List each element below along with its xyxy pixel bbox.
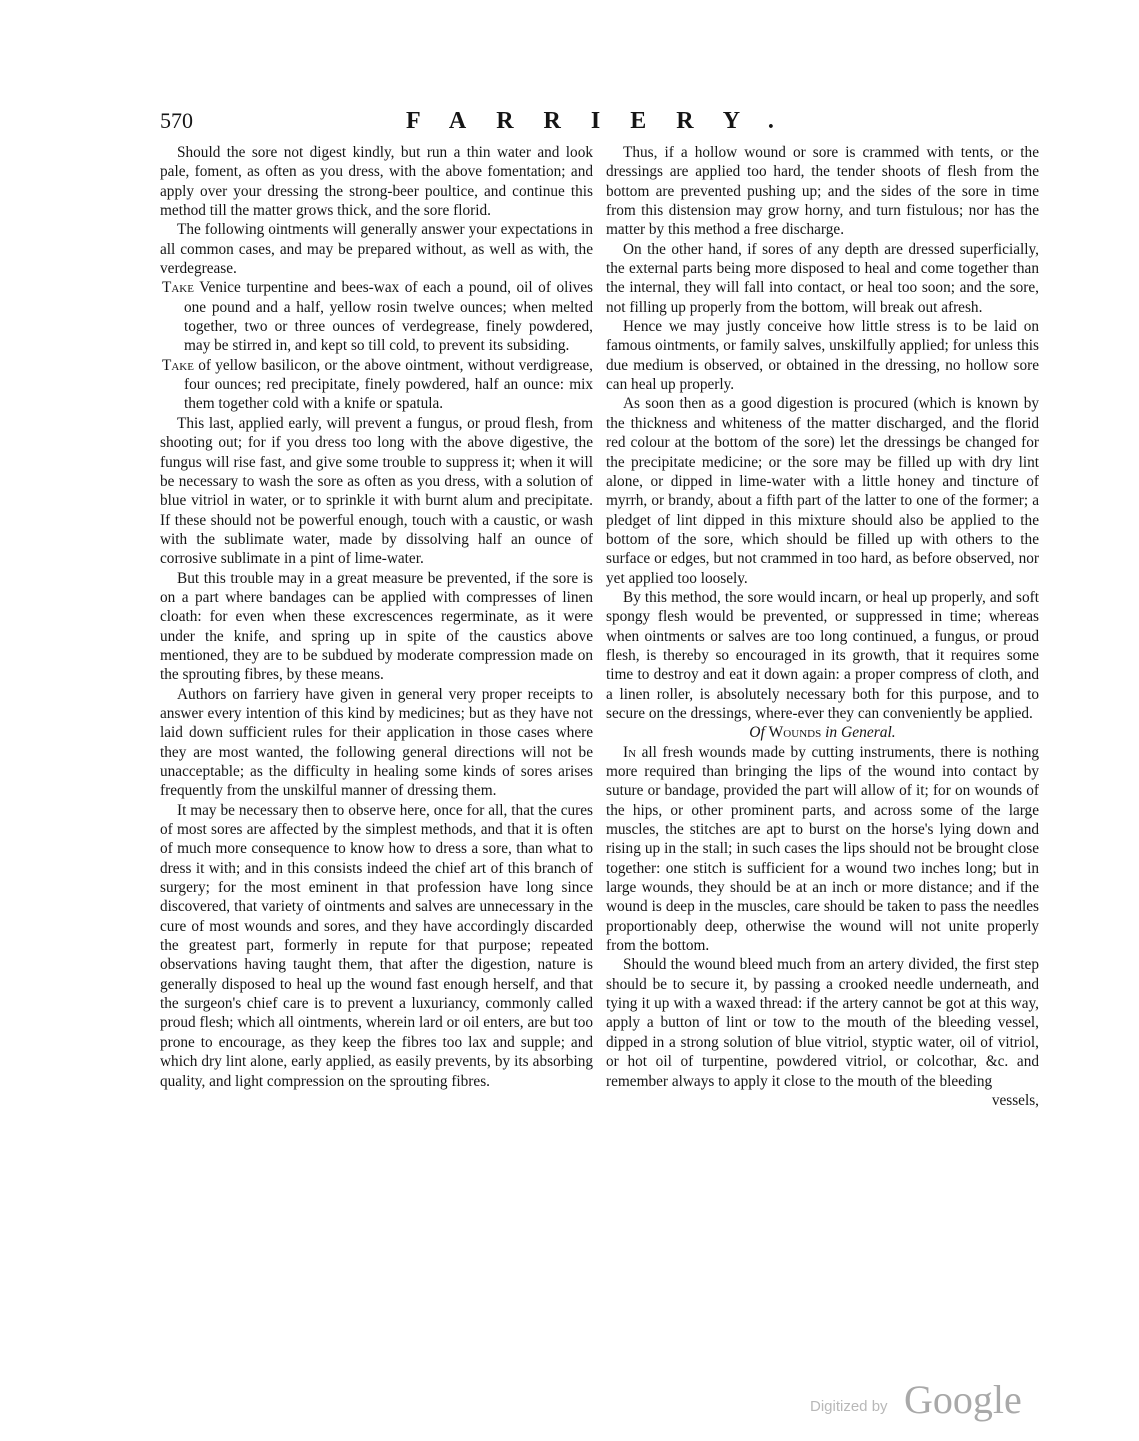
google-logo: Google xyxy=(904,1377,1022,1422)
page-header xyxy=(160,108,1040,138)
paragraph xyxy=(606,743,1039,956)
paragraph: Hence we may justly conceive how little stress is to be laid on famous ointments, or family salves, unskilfully applied; for unless this due medium is observed, or obtained in the dressing, no hollow sore can heal up properly. xyxy=(606,318,1039,394)
recipe-paragraph xyxy=(162,278,593,355)
watermark-text: Digitized by xyxy=(810,1398,888,1415)
catchword: vessels, xyxy=(991,1091,1039,1109)
paragraph: Authors on farriery have given in general very proper receipts to answer every intention of this kind by medicines; but as they have not laid down sufficient rules for their application in those cases where they are most wanted, the following general directions will not be unacceptable; as the difficulty in healing some kinds of sores arises frequently from the unskilful manner of dressing them. xyxy=(160,685,593,800)
page-number: 570 xyxy=(160,108,193,133)
recipe-lead-word: Take xyxy=(162,356,194,374)
recipe-text: of yellow basilicon, or the above ointment, without verdigrease, four ounces; red precipitate, finely powdered, half an ounce: mix them together cold with a knife or spatula. xyxy=(184,356,593,413)
recipe-lead-word: Take xyxy=(162,279,194,297)
paragraph: The following ointments will generally answer your expectations in all common cases, and may be prepared without, as well as with, the verdegrease. xyxy=(160,221,593,278)
recipe-text: Venice turpentine and bees-wax of each a pound, oil of olives one pound and a half, yellow rosin twelve ounces; when melted together, two or three ounces of verdegrease, finely powdered, may be stirred in, and kept so till cold, to prevent its subsiding. xyxy=(184,279,593,355)
heading-of: Of xyxy=(749,724,765,742)
digitized-watermark xyxy=(810,1376,1040,1426)
paragraph: It may be necessary then to observe here, once for all, that the cures of most sores are affected by the simplest methods, and that it is often of much more consequence to know how to dress a sore, than what to dress it with; and in this consists indeed the chief art of this branch of surgery; for the most eminent in that profession have long since discovered, that variety of ointments and salves are unnecessary in the cure of most wounds and sores, and they have accordingly discarded the greatest part, formerly in repute for that purpose; repeated observations having taught them, that after the digestion, nature is generally disposed to heal up the wound fast enough herself, and that the surgeon's chief care is to prevent a luxuriancy, commonly called proud flesh; which all ointments, wherein lard or oil enters, are but too prone to encourage, as they keep the fibres too lax and supple; and which dry lint alone, early applied, as easily prevents, by its absorbing quality, and light compression on the sprouting fibres. xyxy=(160,801,593,1090)
heading-wounds: Wounds xyxy=(768,724,822,742)
paragraph-text: all fresh wounds made by cutting instruments, there is nothing more required than bringing the lips of the wound into contact by suture or bandage, provided the part will allow of it; for on wounds of the hips, or other prominent parts, and across some of the large muscles, the stitches are apt to burst on the horse's lying down and rising up in the stall; in such cases the lips should not be brought close together: one stitch is sufficient for a wound two inches long; but in large wounds, they should be at an inch or more distance; and if the wound is deep in the muscles, care should be taken to pass the needles proportionably deep, otherwise the wound will not unite properly from the bottom. xyxy=(606,743,1039,955)
paragraph: Should the wound bleed much from an artery divided, the first step should be to secure it, by passing a crooked needle underneath, and tying it up with a waxed thread: if the artery cannot be got at this way, apply a button of lint or tow to the mouth of the bleeding vessel, dipped in a strong solution of blue vitriol, styptic water, oil of vitriol, or hot oil of turpentine, powdered vitriol, or colcothar, &c. and remember always to apply it close to the mouth of the bleeding xyxy=(606,956,1039,1090)
paragraph: As soon then as a good digestion is procured (which is known by the thickness and whiteness of the matter discharged, and the florid red colour at the bottom of the sore) let the dressings be changed for the precipitate medicine; or the sore may be filled up with dry lint alone, or dipped in lime-water with a little honey and tincture of myrrh, or brandy, about a fifth part of the latter to one of the former; a pledget of lint dipped in this mixture should also be applied to the bottom of the sore, which should be filled up with others to the surface or edges, but not crammed in too hard, as before observed, nor yet applied too loosely. xyxy=(606,395,1039,587)
recipe-paragraph xyxy=(162,356,593,414)
paragraph: Should the sore not digest kindly, but run a thin water and look pale, foment, as often as you dress, with the above fomentation; and apply over your dressing the strong-beer poultice, and continue this method till the matter grows thick, and the sore florid. xyxy=(160,144,593,220)
running-title: FARRIERY. xyxy=(406,108,804,134)
paragraph: This last, applied early, will prevent a fungus, or proud flesh, from shooting out; for if you dress too long with the above digestive, the fungus will rise fast, and give some trouble to suppress it; when it will be necessary to wash the sore as often as you dress, with a solution of blue vitriol in water, or to sprinkle it with burnt alum and precipitate. If these should not be powerful enough, touch with a caustic, or wash with the sublimate water, made by dissolving half an ounce of corrosive sublimate in a pint of lime-water. xyxy=(160,414,593,568)
paragraph: On the other hand, if sores of any depth are dressed superficially, the external parts being more disposed to heal and come together than the internal, they will fall into contact, or heal too soon; and the sore, not filling up properly from the bottom, will break out afresh. xyxy=(606,240,1039,316)
paragraph: By this method, the sore would incarn, or heal up properly, and soft spongy flesh would be prevented, or suppressed in time; whereas when ointments or salves are too long continued, a fungus, or proud flesh, is thereby so encouraged in its growth, that it requires some time to destroy and eat it down again: a proper compress of cloth, and a linen roller, is absolutely necessary both for this purpose, and to secure on the dressings, where-ever they can conveniently be applied. xyxy=(606,588,1039,722)
heading-general: in General. xyxy=(821,724,896,742)
paragraph: But this trouble may in a great measure be prevented, if the sore is on a part where bandages can be applied with compresses of linen cloath: for even when these excrescences regerminate, as it were under the knife, and spring up in spite of the caustics above mentioned, they are to be subdued by moderate compression made on the sprouting fibres, by these means. xyxy=(160,569,593,684)
section-heading xyxy=(606,723,1039,742)
paragraph: Thus, if a hollow wound or sore is crammed with tents, or the dressings are applied too hard, the tender shoots of flesh from the bottom are prevented pushing up; and the sides of the sore in time from this distension may grow horny, and turn fistulous; nor has the matter by this method a free discharge. xyxy=(606,144,1039,239)
right-column xyxy=(606,143,1039,1110)
left-column xyxy=(160,143,593,1091)
paragraph-lead-word: In xyxy=(623,743,637,761)
